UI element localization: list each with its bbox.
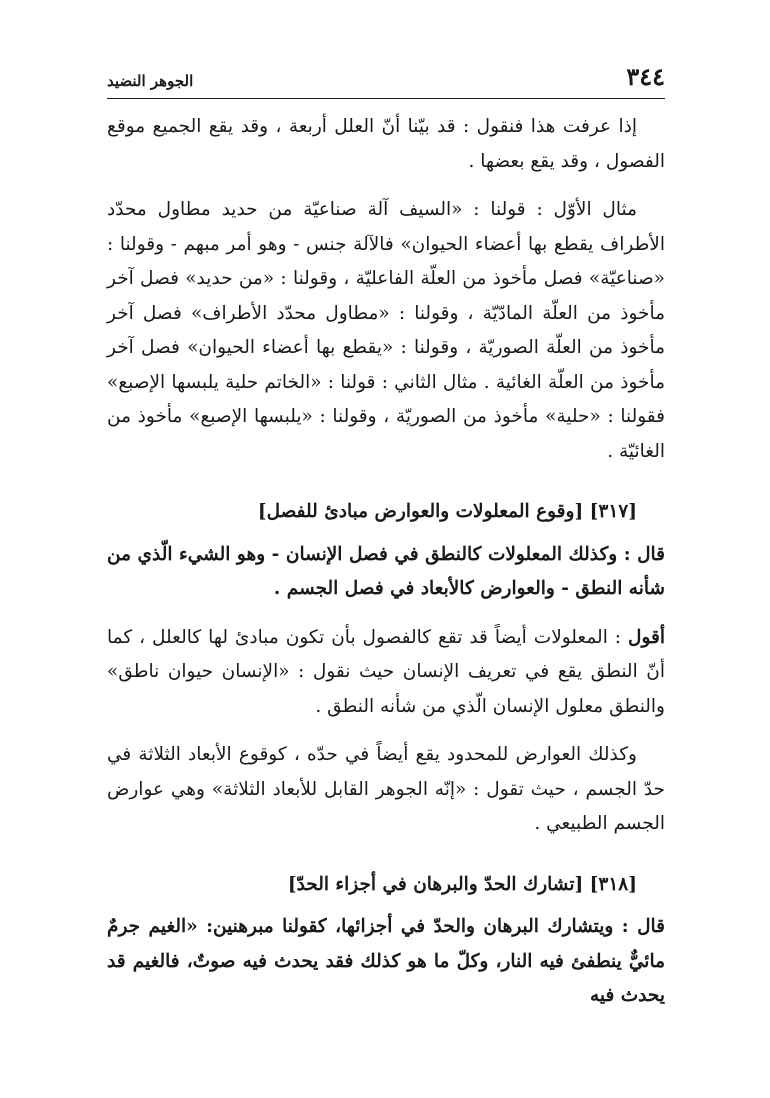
paragraph-example: مثال الأوّل : قولنا : «السيف آلة صناعيّة من حديد مطاول محدّد الأطراف يقطع بها أعضاء الحيوان» فالآلة جنس - وهو أمر مبهم - وقولنا : «صناعيّة» فصل مأخوذ من العلّة الفاعليّة ، وقولنا : «من حديد» فصل آخر مأخوذ من العلّة المادّيّة ، وقولنا : «مطاول محدّد الأطراف» فصل آخر مأخوذ من العلّة الصوريّة ، وقولنا : «يقطع بها أعضاء الحيوان» فصل آخر مأخوذ من العلّة الغائية . مثال الثاني : قولنا : «الخاتم حلية يلبسها الإصبع» فقولنا : «حلية» مأخوذ من الصوريّة ، وقولنا : «يلبسها الإصبع» مأخوذ من الغائيّة . [107, 199, 665, 462]
page-number: ٣٤٤ [626, 62, 665, 91]
page-header [107, 60, 665, 96]
body-text [107, 110, 665, 1028]
paragraph-qala-1 [107, 538, 665, 607]
aqulu-keyword: أقول [628, 626, 665, 648]
qala-text: : وكذلك المعلولات كالنطق في فصل الإنسان - وهو الشيء الّذي من شأنه النطق - والعوارض كالأبعاد في فصل الجسم . [107, 543, 665, 599]
header-rule [107, 98, 665, 99]
qala-keyword: قال [637, 543, 665, 565]
paragraph-intro: إذا عرفت هذا فنقول : قد بيّنا أنّ العلل أربعة ، وقد يقع الجميع موقع الفصول ، وقد يقع بعضها . [107, 116, 665, 172]
qala-keyword: قال [637, 916, 665, 937]
paragraph-qala-2 [107, 910, 665, 1014]
book-title: الجوهر النضيد [107, 72, 194, 90]
section-heading-317: [٣١٧] [وقوع المعلولات والعوارض مبادئ للفصل] [257, 501, 637, 522]
paragraph-accidents: وكذلك العوارض للمحدود يقع أيضاً في حدّه ، كوقوع الأبعاد الثلاثة في حدّ الجسم ، حيث تقول : «إنّه الجوهر القابل للأبعاد الثلاثة» وهي عوارض الجسم الطبيعي . [107, 744, 665, 834]
qala-text: : ويتشارك البرهان والحدّ في أجزائها، كقولنا مبرهنين: «الغيم جرمٌ مائيٌّ ينطفئ فيه النار، وكلّ ما هو كذلك فقد يحدث فيه صوتٌ، فالغيم قد يحدث فيه [107, 916, 665, 1006]
section-heading-318: [٣١٨] [تشارك الحدّ والبرهان في أجزاء الحدّ] [287, 873, 637, 895]
aqulu-text: : المعلولات أيضاً قد تقع كالفصول بأن تكون مبادئ لها كالعلل ، كما أنّ النطق يقع في تعريف الإنسان حيث نقول : «الإنسان حيوان ناطق» والنطق معلول الإنسان الّذي من شأنه النطق . [107, 626, 665, 717]
paragraph-aqulu [107, 621, 665, 725]
